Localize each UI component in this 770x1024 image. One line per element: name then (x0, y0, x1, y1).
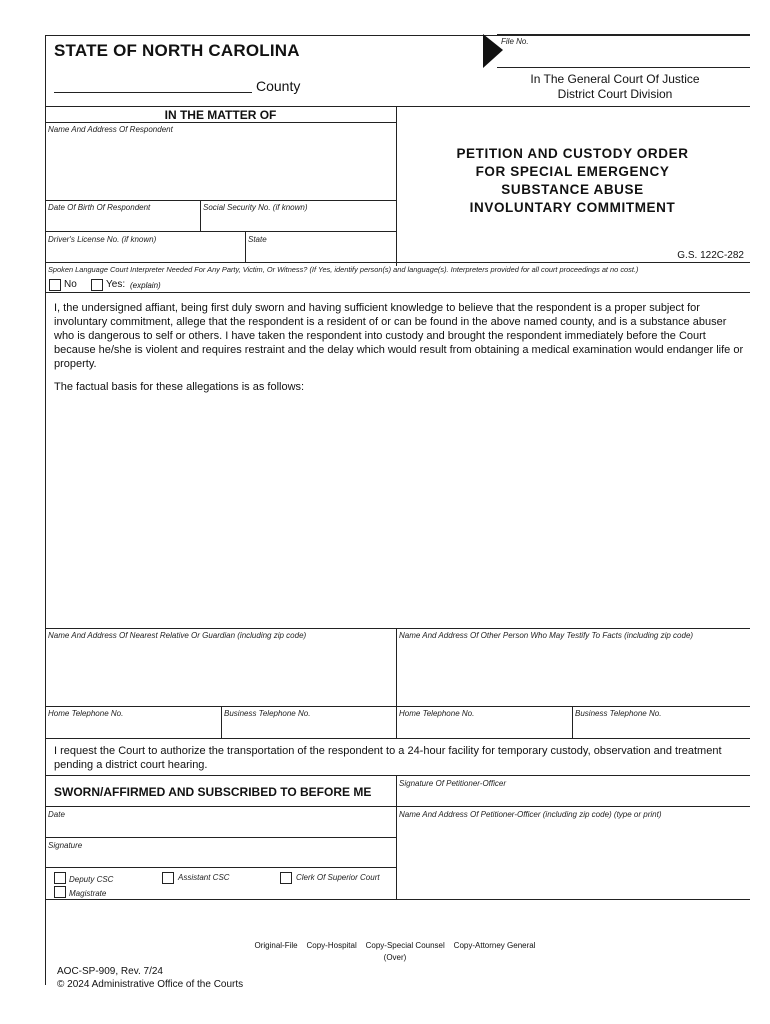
allegation-paragraph: I, the undersigned affiant, being first duly sworn and having sufficient knowledge to believe that the respondent is a proper subject for involuntary commitment, allege that the respondent is a resident of or can be found in the above named county, and is a substance abuser who is dangerous to self or others. I have taken the respondent into custody and brought the respondent immediately before the Court because he/she is violent and requires restraint and the delay which would result from obtaining a medical examination would endanger life or property. (54, 302, 744, 370)
matter-heading: IN THE MATTER OF (164, 108, 277, 122)
court-line-1: In The General Court Of Justice (530, 72, 700, 86)
magistrate-checkbox[interactable] (54, 886, 66, 898)
dob-field[interactable] (46, 214, 198, 230)
sworn-bottom-rule (45, 899, 750, 900)
copyright-notice: © 2024 Administrative Office of the Courts (57, 979, 244, 990)
relative-label: Name And Address Of Nearest Relative Or Guardian (including zip code) (48, 631, 307, 640)
over-note: (Over) (383, 953, 407, 962)
matter-divider (396, 106, 397, 266)
business-tel-field-1[interactable] (223, 720, 395, 737)
title-line-4: INVOLUNTARY COMMITMENT (469, 200, 676, 215)
contacts-top-rule (45, 628, 750, 629)
ssn-label: Social Security No. (if known) (203, 203, 308, 212)
contacts-bottom-rule (45, 738, 750, 739)
dl-divider (245, 231, 246, 262)
file-no-rule (497, 34, 750, 35)
clerk-superior-court-label: Clerk Of Superior Court (296, 873, 380, 882)
assistant-csc-label: Assistant CSC (178, 873, 230, 882)
file-no-bottom-rule (497, 67, 750, 68)
file-no-label: File No. (501, 37, 529, 46)
form-number: AOC-SP-909, Rev. 7/24 (57, 966, 163, 977)
county-blank-line[interactable] (54, 92, 252, 93)
home-tel-field-2[interactable] (397, 720, 571, 737)
sworn-date-field[interactable] (46, 821, 395, 836)
sworn-heading: SWORN/AFFIRMED AND SUBSCRIBED TO BEFORE ME (54, 785, 372, 799)
dob-divider (200, 200, 201, 231)
distribution-list: Original-File Copy-Hospital Copy-Special Counsel Copy-Attorney General (254, 941, 536, 950)
respondent-name-label: Name And Address Of Respondent (48, 125, 173, 134)
factual-basis-label: The factual basis for these allegations is as follows: (54, 381, 305, 393)
state-heading: STATE OF NORTH CAROLINA (54, 41, 300, 60)
county-label: County (256, 78, 301, 94)
relative-field[interactable] (46, 642, 395, 704)
interpreter-question: Spoken Language Court Interpreter Needed For Any Party, Victim, Or Witness? (If Yes, identify person(s) and language(s). Interpreters provided for all court proceedings at no cost.) (48, 265, 639, 274)
home-tel-label-1: Home Telephone No. (48, 709, 124, 718)
tel-divider-2 (572, 706, 573, 738)
clerk-superior-court-checkbox[interactable] (280, 872, 292, 884)
deputy-csc-checkbox[interactable] (54, 872, 66, 884)
petitioner-name-label: Name And Address Of Petitioner-Officer (including zip code) (type or print) (399, 810, 662, 819)
business-tel-field-2[interactable] (574, 720, 749, 737)
petitioner-signature-field[interactable] (397, 790, 749, 805)
title-line-1: PETITION AND CUSTODY ORDER (456, 146, 689, 161)
dl-state-field[interactable] (247, 246, 394, 261)
matter-heading-rule (45, 122, 396, 123)
court-name (490, 72, 740, 102)
sworn-signature-rule (45, 867, 396, 868)
home-tel-field-1[interactable] (46, 720, 219, 737)
assistant-csc-checkbox[interactable] (162, 872, 174, 884)
title-line-2: FOR SPECIAL EMERGENCY (475, 164, 670, 179)
sworn-heading-rule (45, 806, 750, 807)
tel-divider-1 (221, 706, 222, 738)
sworn-date-label: Date (48, 810, 65, 819)
contacts-mid-rule (45, 706, 750, 707)
dob-label: Date Of Birth Of Respondent (48, 203, 151, 212)
dob-rule (45, 231, 396, 232)
other-person-label: Name And Address Of Other Person Who May Testify To Facts (including zip code) (399, 631, 694, 640)
sworn-signature-label: Signature (48, 841, 83, 850)
respondent-name-field[interactable] (46, 136, 395, 198)
file-no-field[interactable] (540, 36, 750, 66)
interpreter-yes-checkbox[interactable] (91, 279, 103, 291)
deputy-csc-label: Deputy CSC (69, 875, 114, 884)
dl-field[interactable] (46, 246, 243, 261)
request-paragraph: I request the Court to authorize the transportation of the respondent to a 24-hour facility for temporary custody, observation and treatment pending a district court hearing. (54, 745, 722, 771)
petitioner-name-field[interactable] (397, 821, 749, 897)
interpreter-explain-label: (explain) (130, 281, 161, 290)
business-tel-label-2: Business Telephone No. (575, 709, 662, 718)
factual-basis-field[interactable] (50, 396, 745, 626)
ssn-field[interactable] (202, 214, 394, 230)
interpreter-bottom-rule (45, 292, 750, 293)
court-line-2: District Court Division (557, 87, 673, 101)
interpreter-yes-label: Yes: (106, 279, 126, 290)
sworn-signature-field[interactable] (46, 852, 395, 866)
sworn-top-rule (45, 775, 750, 776)
sworn-date-rule (45, 837, 396, 838)
interpreter-top-rule (45, 262, 750, 263)
interpreter-explain-field[interactable] (170, 276, 745, 290)
dl-label: Driver's License No. (if known) (48, 235, 157, 244)
form-title (400, 145, 745, 217)
statute-citation: G.S. 122C-282 (677, 250, 744, 261)
file-arrow-icon (483, 34, 503, 68)
magistrate-label: Magistrate (69, 889, 107, 898)
business-tel-label-1: Business Telephone No. (224, 709, 311, 718)
interpreter-no-label: No (64, 279, 77, 290)
dl-state-label: State (248, 235, 267, 244)
other-person-field[interactable] (397, 642, 749, 704)
interpreter-no-checkbox[interactable] (49, 279, 61, 291)
home-tel-label-2: Home Telephone No. (399, 709, 475, 718)
petitioner-signature-label: Signature Of Petitioner-Officer (399, 779, 507, 788)
respondent-rule (45, 200, 396, 201)
matter-top-rule (45, 106, 750, 107)
title-line-3: SUBSTANCE ABUSE (501, 182, 644, 197)
